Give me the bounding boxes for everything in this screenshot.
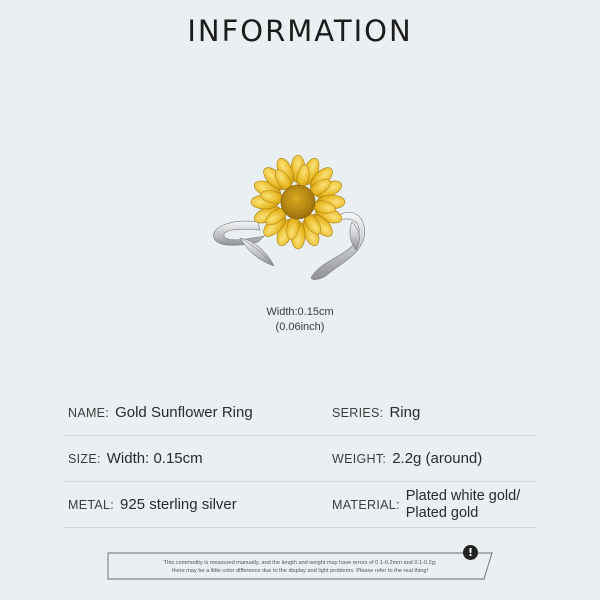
spec-row-name (64, 390, 536, 436)
notice-line2: there may be a little color difference due to the display and light problems. Please refer to the real thing! (171, 568, 429, 574)
spec-table (64, 390, 536, 528)
page-title: INFORMATION (187, 14, 413, 48)
exclamation-icon: ! (463, 545, 478, 560)
metal-label: METAL: (68, 497, 115, 512)
material-value-line2: Plated gold (405, 504, 479, 521)
width-label: Width:0.15cm (266, 306, 334, 318)
series-label: SERIES: (332, 405, 384, 420)
series-value: Ring (389, 404, 421, 421)
size-value: Width: 0.15cm (106, 450, 203, 467)
name-label: NAME: (68, 405, 110, 420)
sunflower-ring-image (200, 150, 400, 290)
notice-text (118, 559, 482, 575)
material-label: MATERIAL: (332, 497, 400, 512)
spec-row-metal (64, 482, 536, 528)
notice-line1: This commodity is measured manually, and the length and weight may have errors of 0.1-0.2mm and 0.1-0.2g; (163, 560, 437, 566)
inch-label: (0.06inch) (275, 321, 325, 333)
ring-illustration (200, 150, 400, 290)
weight-value: 2.2g (around) (392, 450, 483, 467)
dimension-note (0, 305, 600, 335)
measurement-notice (106, 546, 494, 580)
size-label: SIZE: (68, 451, 101, 466)
material-value-line1: Plated white gold/ (405, 487, 521, 504)
spec-row-size (64, 436, 536, 482)
weight-label: WEIGHT: (332, 451, 387, 466)
name-value: Gold Sunflower Ring (115, 404, 253, 421)
material-value (406, 488, 520, 522)
metal-value: 925 sterling silver (120, 496, 237, 513)
